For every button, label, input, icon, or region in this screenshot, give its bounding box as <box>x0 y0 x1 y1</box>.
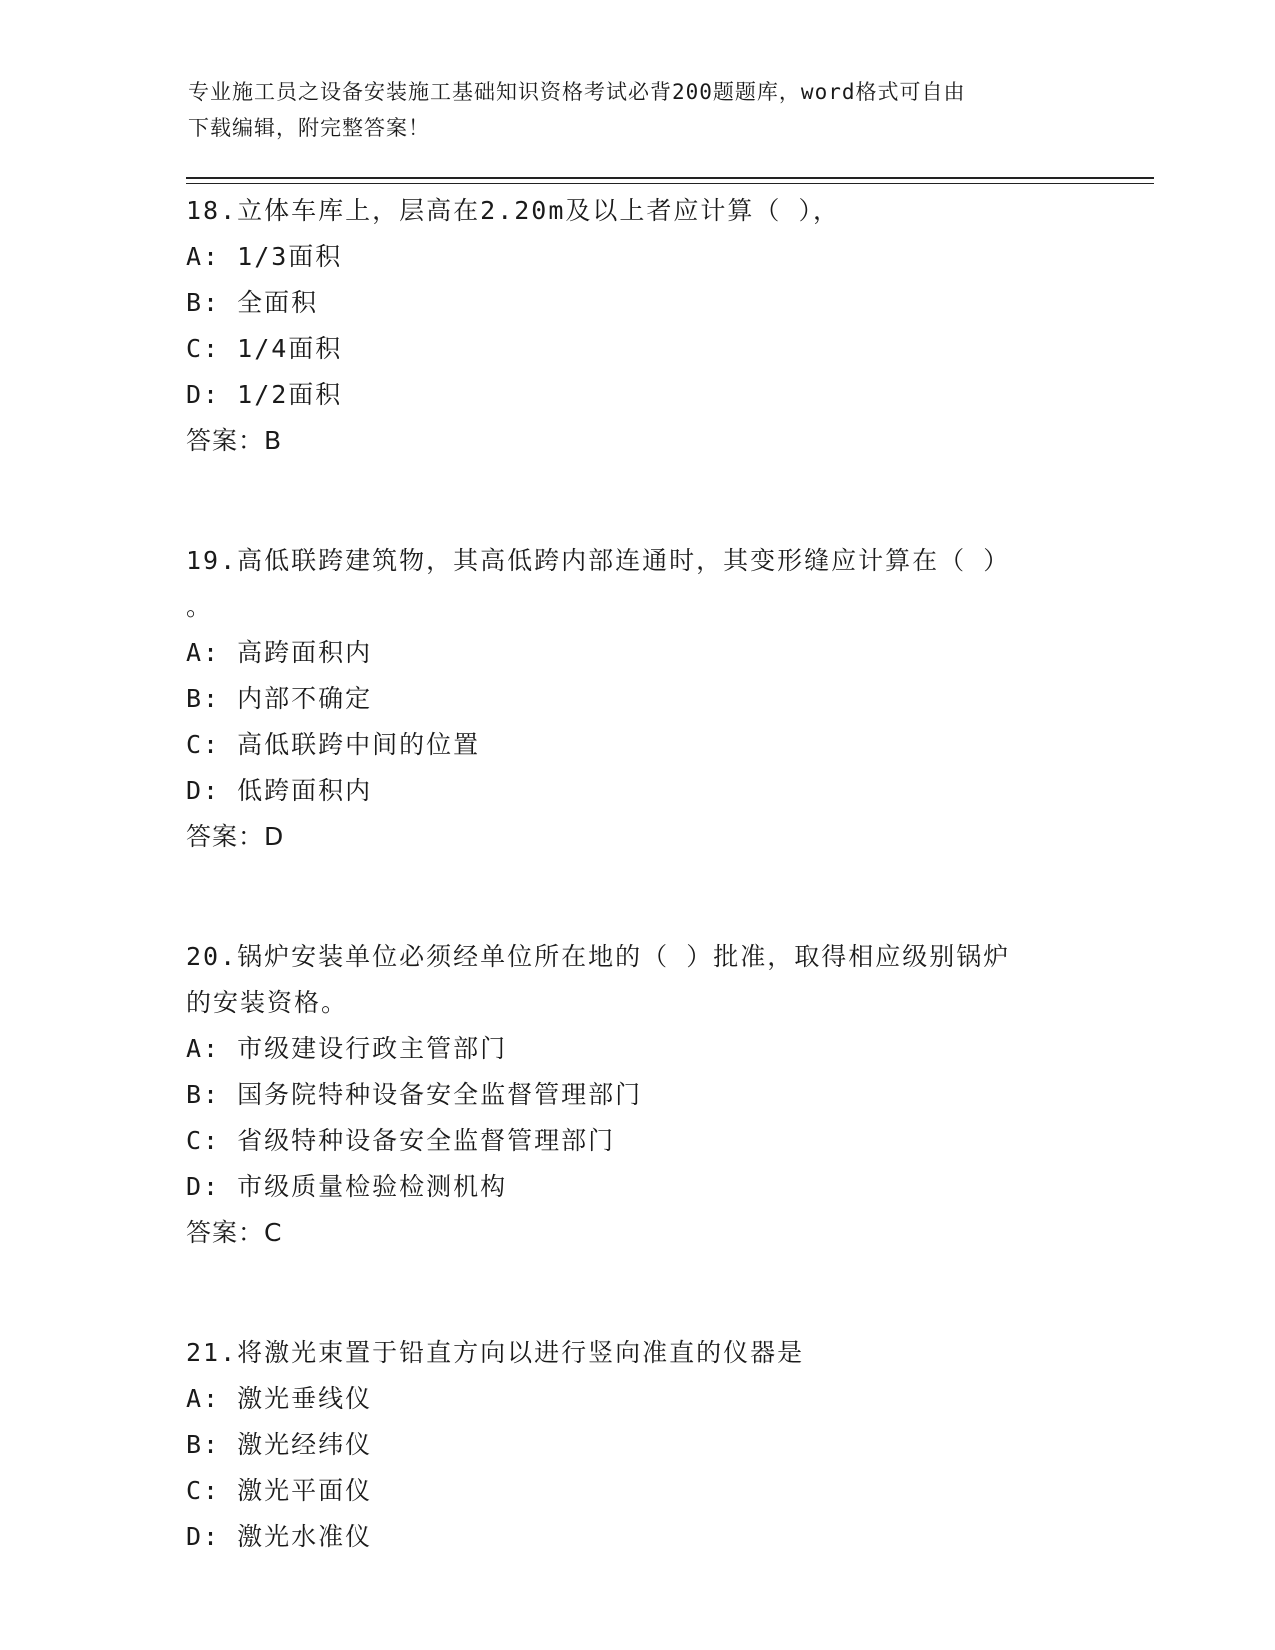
question-spacer <box>186 464 1086 538</box>
question-18 <box>186 188 1086 464</box>
option-b: B: 内部不确定 <box>186 684 373 713</box>
option-c: C: 激光平面仪 <box>186 1476 373 1505</box>
option-a: A: 市级建设行政主管部门 <box>186 1034 508 1063</box>
option-a: A: 高跨面积内 <box>186 638 373 667</box>
question-list <box>186 188 1086 1560</box>
option-b: B: 全面积 <box>186 288 319 317</box>
option-b: B: 激光经纬仪 <box>186 1430 373 1459</box>
document-header <box>188 74 1088 146</box>
option-c: C: 省级特种设备安全监督管理部门 <box>186 1126 616 1155</box>
option-a: A: 激光垂线仪 <box>186 1384 373 1413</box>
question-stem-continued: 的安装资格。 <box>186 988 349 1017</box>
header-line-2: 下载编辑，附完整答案！ <box>188 116 430 140</box>
option-d: D: 激光水准仪 <box>186 1522 373 1551</box>
answer: 答案：B <box>186 426 283 455</box>
question-stem: 21.将激光束置于铅直方向以进行竖向准直的仪器是 <box>186 1338 805 1367</box>
question-19 <box>186 538 1086 860</box>
option-a: A: 1/3面积 <box>186 242 343 271</box>
option-d: D: 1/2面积 <box>186 380 343 409</box>
question-stem: 20.锅炉安装单位必须经单位所在地的（ ）批准，取得相应级别锅炉 <box>186 942 1011 971</box>
answer: 答案：D <box>186 822 285 851</box>
header-divider-thick <box>186 177 1154 179</box>
answer: 答案：C <box>186 1218 283 1247</box>
header-line-1: 专业施工员之设备安装施工基础知识资格考试必背200题题库，word格式可自由 <box>188 80 966 104</box>
option-c: C: 高低联跨中间的位置 <box>186 730 481 759</box>
question-stem: 18.立体车库上，层高在2.20m及以上者应计算（ ）， <box>186 196 840 225</box>
question-stem: 19.高低联跨建筑物，其高低跨内部连通时，其变形缝应计算在（ ） <box>186 546 1011 575</box>
option-d: D: 低跨面积内 <box>186 776 373 805</box>
question-20 <box>186 934 1086 1256</box>
option-d: D: 市级质量检验检测机构 <box>186 1172 508 1201</box>
option-c: C: 1/4面积 <box>186 334 343 363</box>
question-spacer <box>186 1256 1086 1330</box>
header-divider-thin <box>186 183 1154 184</box>
question-spacer <box>186 860 1086 934</box>
question-stem-continued: 。 <box>186 592 214 621</box>
option-b: B: 国务院特种设备安全监督管理部门 <box>186 1080 643 1109</box>
question-21 <box>186 1330 1086 1560</box>
